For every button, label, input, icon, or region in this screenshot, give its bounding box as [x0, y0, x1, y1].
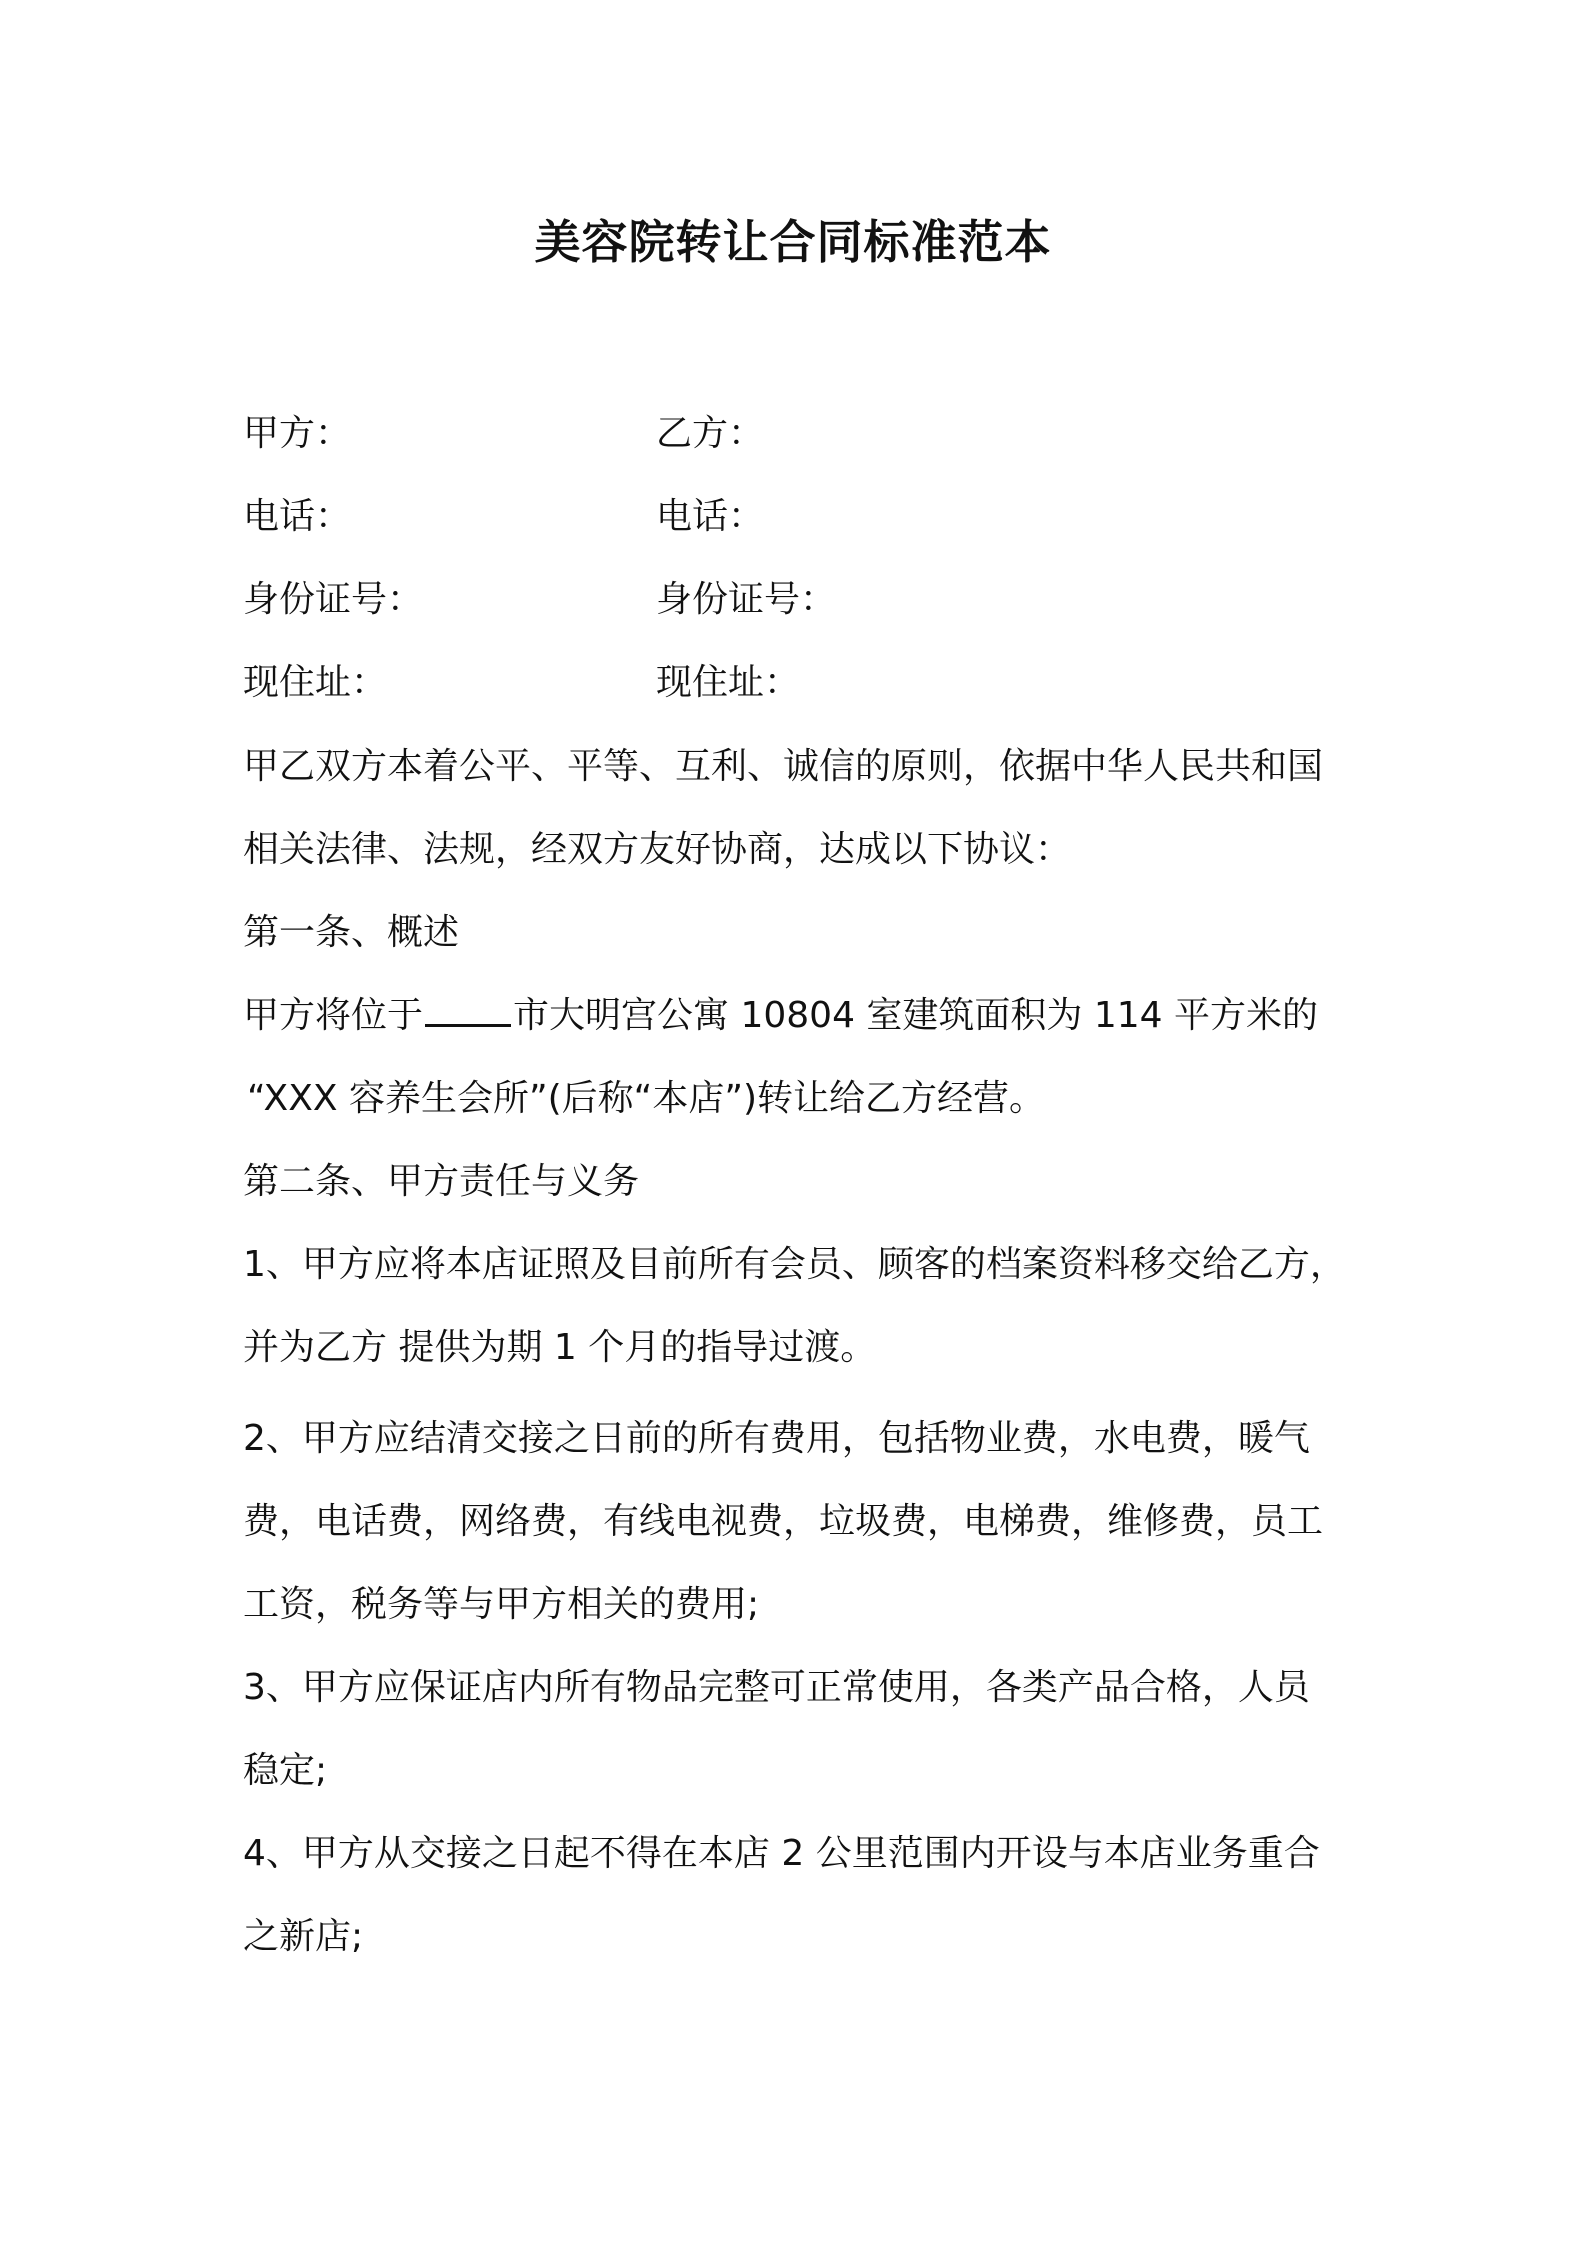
party-a-label: 甲方：: [243, 413, 352, 454]
document-title: 美容院转让合同标准范本: [534, 215, 1052, 269]
article-2-item-2-line-1: 2、甲方应结清交接之日前的所有费用，包括物业费，水电费，暖气: [243, 1418, 1310, 1459]
article-1-line-1-suffix: 市大明宫公寓 10804 室建筑面积为 114 平方米的: [513, 995, 1319, 1036]
party-a-phone-label: 电话：: [243, 496, 352, 537]
article-2-item-2-line-3: 工资，税务等与甲方相关的费用;: [243, 1584, 760, 1625]
party-a-address-label: 现住址：: [243, 662, 388, 703]
article-2-item-2-line-2: 费，电话费，网络费，有线电视费，垃圾费，电梯费，维修费，员工: [243, 1501, 1324, 1542]
party-b-address-label: 现住址：: [656, 662, 801, 703]
party-b-label: 乙方：: [656, 413, 765, 454]
preamble-line-1: 甲乙双方本着公平、平等、互利、诚信的原则，依据中华人民共和国: [243, 746, 1324, 787]
article-2-item-1-line-2: 并为乙方 提供为期 1 个月的指导过渡。: [243, 1327, 877, 1368]
city-blank-field: [425, 994, 511, 1027]
article-1-line-1-prefix: 甲方将位于: [243, 995, 424, 1036]
article-1-line-2: “XXX 容养生会所”(后称“本店”)转让给乙方经营。: [247, 1078, 1046, 1119]
party-b-phone-label: 电话：: [656, 496, 765, 537]
article-2-item-4-line-1: 4、甲方从交接之日起不得在本店 2 公里范围内开设与本店业务重合: [243, 1833, 1320, 1874]
article-2-item-3-line-1: 3、甲方应保证店内所有物品完整可正常使用，各类产品合格，人员: [243, 1667, 1310, 1708]
party-b-id-label: 身份证号：: [656, 579, 837, 620]
article-1-heading: 第一条、概述: [243, 912, 460, 953]
preamble-line-2: 相关法律、法规，经双方友好协商，达成以下协议：: [243, 829, 1072, 870]
article-2-item-4-line-2: 之新店;: [243, 1916, 364, 1957]
article-2-heading: 第二条、甲方责任与义务: [243, 1161, 640, 1202]
party-a-id-label: 身份证号：: [243, 579, 424, 620]
article-2-item-3-line-2: 稳定;: [243, 1750, 328, 1791]
article-2-item-1-line-1: 1、甲方应将本店证照及目前所有会员、顾客的档案资料移交给乙方，: [243, 1244, 1346, 1285]
article-1-line-1: [243, 992, 1318, 1040]
